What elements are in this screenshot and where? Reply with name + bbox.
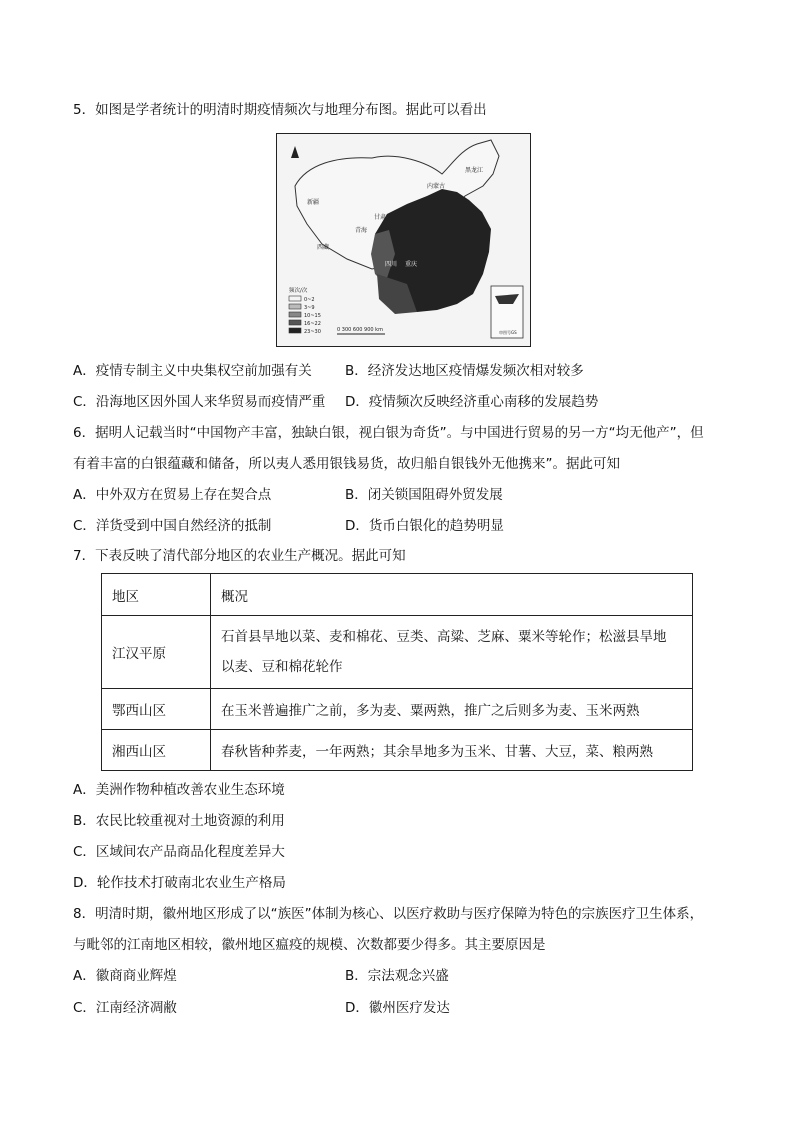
table-row	[102, 730, 693, 771]
map-label-neimenggu: 内蒙古	[427, 183, 446, 190]
q6-stem-line2: 有着丰富的白银蕴藏和储备，所以夷人悉用银钱易货，故归船自银钱外无他携来”。据此可知	[73, 456, 620, 472]
q8-option-d[interactable]: D．徽州医疗发达	[345, 1000, 450, 1016]
legend-item-3: 10~15	[304, 313, 321, 319]
map-label-qinghai: 青海	[355, 227, 368, 234]
q6-option-d[interactable]: D．货币白银化的趋势明显	[345, 518, 504, 534]
q5-option-a[interactable]: A．疫情专制主义中央集权空前加强有关	[73, 363, 312, 379]
map-label-sichuan: 四川	[385, 261, 398, 268]
q8-stem-line1: 8．明清时期，徽州地区形成了以“族医”体制为核心、以医疗救助与医疗保障为特色的宗族医疗卫生体系，	[73, 906, 704, 922]
q7-option-d[interactable]: D．轮作技术打破南北农业生产格局	[73, 875, 286, 891]
q6-option-b[interactable]: B．闭关锁国阻碍外贸发展	[345, 487, 503, 503]
table-header-row	[102, 574, 693, 616]
table-cell-region: 湘西山区	[102, 730, 211, 771]
table-row	[102, 616, 693, 689]
table-cell-desc-line: 以麦、豆和棉花轮作	[221, 659, 343, 675]
q8-option-c[interactable]: C．江南经济凋敝	[73, 1000, 177, 1016]
q8-option-a[interactable]: A．徽商商业辉煌	[73, 968, 177, 984]
table-cell-desc: 春秋皆种荞麦，一年两熟；其余旱地多为玉米、甘薯、大豆，菜、粮两熟	[211, 730, 693, 771]
legend-item-2: 3~9	[304, 305, 315, 311]
q6-option-c[interactable]: C．洋货受到中国自然经济的抵制	[73, 518, 272, 534]
q5-option-c[interactable]: C．沿海地区因外国人来华贸易而疫情严重	[73, 394, 326, 410]
q6-stem-line1: 6．据明人记载当时“中国物产丰富，独缺白银，视白银为奇货”。与中国进行贸易的另一方“均无他产”，但	[73, 425, 704, 441]
table-cell-desc-line: 石首县旱地以菜、麦和棉花、豆类、高粱、芝麻、粟米等轮作；松滋县旱地	[221, 629, 667, 645]
q5-stem: 5．如图是学者统计的明清时期疫情频次与地理分布图。据此可以看出	[73, 102, 487, 118]
legend-item-1: 0~2	[304, 297, 315, 303]
q7-option-c[interactable]: C．区域间农产品商品化程度差异大	[73, 844, 285, 860]
table-cell-desc: 在玉米普遍推广之前，多为麦、粟两熟，推广之后则多为麦、玉米两熟	[211, 689, 693, 730]
legend-item-5: 23~30	[304, 329, 321, 335]
map-label-xizang: 西藏	[317, 244, 330, 251]
legend-title: 频次/次	[289, 288, 308, 294]
table-row	[102, 689, 693, 730]
map-label-xinjiang: 新疆	[307, 199, 320, 206]
north-arrow-icon	[291, 146, 299, 158]
map-note: 审图号GS	[499, 330, 517, 335]
q7-option-b[interactable]: B．农民比较重视对土地资源的利用	[73, 813, 285, 829]
map-scale: 0 300 600 900 km	[337, 327, 383, 333]
map-label-heilongjiang: 黑龙江	[465, 167, 484, 174]
map-label-chongqing: 重庆	[405, 261, 418, 268]
table-header-region: 地区	[102, 574, 211, 616]
q8-option-b[interactable]: B．宗法观念兴盛	[345, 968, 449, 984]
q5-option-d[interactable]: D．疫情频次反映经济重心南移的发展趋势	[345, 394, 599, 410]
legend-item-4: 16~22	[304, 321, 321, 327]
table-cell-desc	[211, 616, 693, 689]
table-header-desc: 概况	[211, 574, 693, 616]
table-cell-region: 鄂西山区	[102, 689, 211, 730]
q6-option-a[interactable]: A．中外双方在贸易上存在契合点	[73, 487, 272, 503]
q7-stem: 7．下表反映了清代部分地区的农业生产概况。据此可知	[73, 548, 406, 564]
map-label-gansu: 甘肃	[374, 214, 387, 221]
q7-table	[101, 573, 693, 771]
q8-stem-line2: 与毗邻的江南地区相较，徽州地区瘟疫的规模、次数都要少得多。其主要原因是	[73, 937, 546, 953]
q7-option-a[interactable]: A．美洲作物种植改善农业生态环境	[73, 782, 285, 798]
q5-option-b[interactable]: B．经济发达地区疫情爆发频次相对较多	[345, 363, 584, 379]
epidemic-map	[276, 133, 531, 347]
table-cell-region: 江汉平原	[102, 616, 211, 689]
china-map-svg	[277, 134, 530, 346]
